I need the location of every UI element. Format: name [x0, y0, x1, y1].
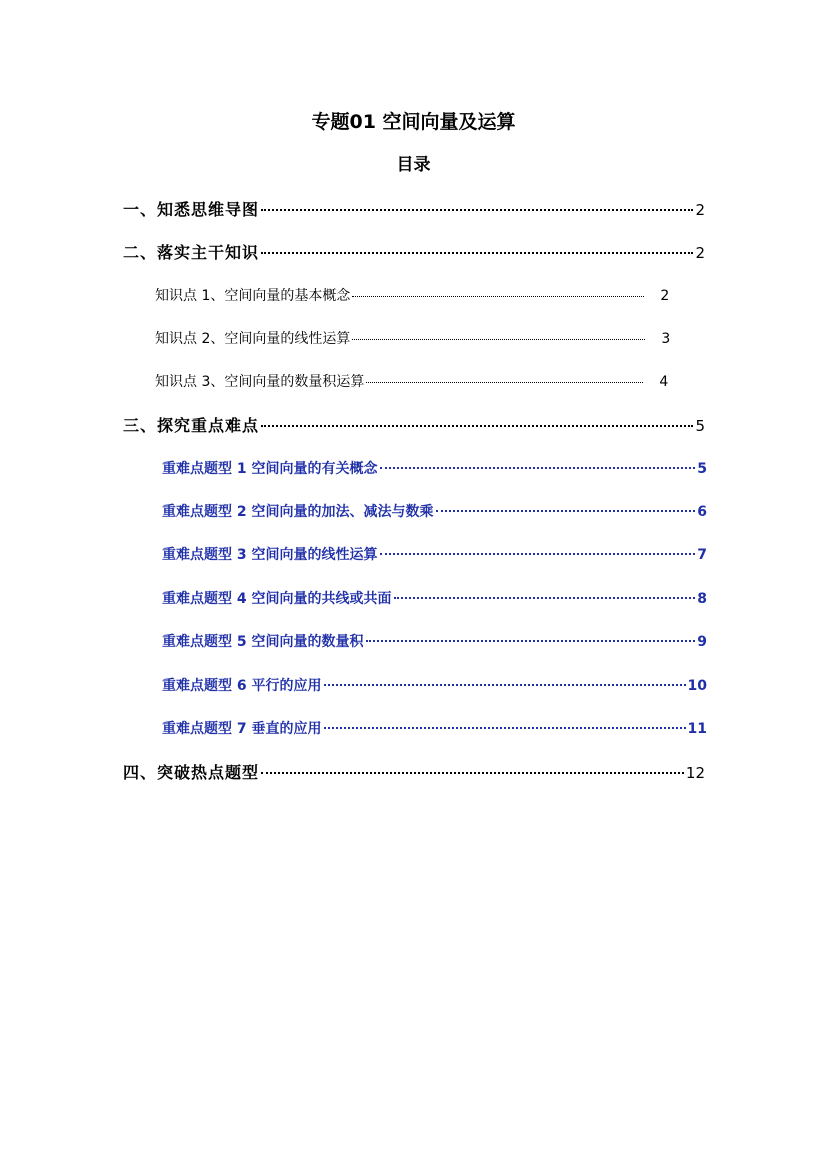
- toc-entry-label: 重难点题型 3 空间向量的线性运算: [162, 547, 378, 563]
- toc-entry-section-2[interactable]: [123, 242, 705, 264]
- toc-entry-page: 8: [697, 591, 707, 607]
- toc-entry-section-4[interactable]: [123, 762, 705, 784]
- toc-entry-page: 5: [695, 417, 705, 435]
- dot-leader: [352, 338, 645, 340]
- toc-entry-label: 三、探究重点难点: [123, 416, 260, 435]
- toc-entry-page: 2: [695, 201, 705, 219]
- toc-entry-topic-4[interactable]: [162, 589, 707, 609]
- toc-entry-page: 4: [659, 374, 669, 390]
- dot-leader: [352, 295, 644, 297]
- dot-leader: [366, 639, 696, 642]
- toc-entry-section-1[interactable]: [123, 199, 705, 221]
- toc-entry-label: 知识点 1、空间向量的基本概念: [155, 288, 351, 304]
- dot-leader: [436, 509, 696, 512]
- toc-entry-label: 重难点题型 1 空间向量的有关概念: [162, 461, 378, 477]
- toc-entry-page: 11: [687, 721, 707, 737]
- toc-entry-label: 知识点 2、空间向量的线性运算: [155, 331, 351, 347]
- toc-entry-page: 3: [661, 331, 671, 347]
- toc-entry-label: 四、突破热点题型: [123, 763, 260, 782]
- toc-entry-label: 二、落实主干知识: [123, 243, 260, 262]
- dot-leader: [380, 466, 696, 469]
- toc-entry-topic-7[interactable]: [162, 719, 707, 739]
- document-title: 专题01 空间向量及运算: [311, 111, 516, 133]
- toc-entry-knowledge-3[interactable]: [155, 372, 707, 392]
- toc-heading: 目录: [396, 155, 431, 175]
- toc-entry-label: 重难点题型 7 垂直的应用: [162, 721, 322, 737]
- toc-entry-page: 2: [660, 288, 670, 304]
- toc-entry-topic-3[interactable]: [162, 545, 707, 565]
- toc-entry-label: 重难点题型 5 空间向量的数量积: [162, 634, 364, 650]
- toc-entry-topic-5[interactable]: [162, 632, 707, 652]
- toc-entry-knowledge-2[interactable]: [155, 329, 707, 349]
- dot-leader: [394, 596, 696, 599]
- toc-entry-page: 7: [697, 547, 707, 563]
- dot-leader: [324, 683, 686, 686]
- toc-entry-label: 重难点题型 4 空间向量的共线或共面: [162, 591, 392, 607]
- toc-entry-page: 12: [685, 764, 705, 782]
- toc-entry-label: 重难点题型 2 空间向量的加法、减法与数乘: [162, 504, 434, 520]
- toc-entry-topic-6[interactable]: [162, 676, 707, 696]
- toc-entry-page: 5: [697, 461, 707, 477]
- toc-entry-knowledge-1[interactable]: [155, 286, 707, 306]
- toc-entry-section-3[interactable]: [123, 415, 705, 437]
- toc-entry-topic-2[interactable]: [162, 502, 707, 522]
- dot-leader: [261, 771, 684, 774]
- dot-leader: [261, 208, 693, 211]
- toc-entry-topic-1[interactable]: [162, 459, 707, 479]
- toc-entry-label: 知识点 3、空间向量的数量积运算: [155, 374, 365, 390]
- toc-entry-page: 6: [697, 504, 707, 520]
- dot-leader: [261, 251, 693, 254]
- dot-leader: [261, 424, 693, 427]
- toc-entry-label: 一、知悉思维导图: [123, 200, 260, 219]
- toc-entry-label: 重难点题型 6 平行的应用: [162, 678, 322, 694]
- dot-leader: [366, 381, 643, 383]
- toc-entry-page: 10: [687, 678, 707, 694]
- toc-entry-page: 9: [697, 634, 707, 650]
- dot-leader: [380, 552, 696, 555]
- dot-leader: [324, 726, 686, 729]
- toc-entry-page: 2: [695, 244, 705, 262]
